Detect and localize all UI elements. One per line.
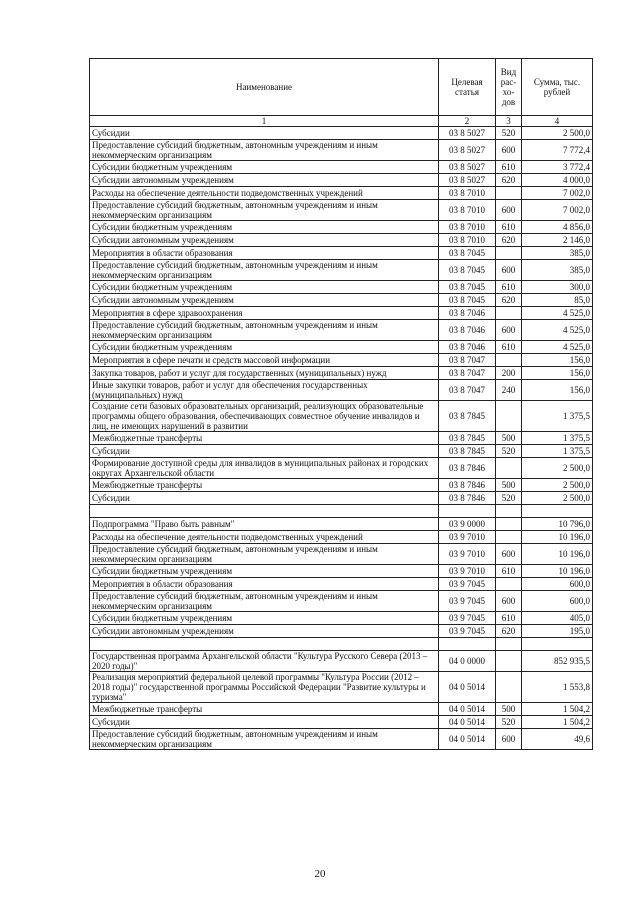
vid-cell: 610 [496,221,522,234]
table-row [90,544,593,565]
table-row [90,187,593,200]
code-cell: 03 8 7846 [439,479,496,492]
table-header [90,59,593,127]
vid-cell: 620 [496,234,522,247]
vid-cell: 610 [496,612,522,625]
name-cell: Предоставление субсидий бюджетным, автономным учреждениям и иным некоммерческим организациям [90,140,439,161]
name-cell: Межбюджетные трансферты [90,479,439,492]
code-cell: 03 8 7046 [439,320,496,341]
table-body [90,127,593,750]
column-number-row [90,116,593,127]
vid-cell [496,578,522,591]
table-row [90,401,593,432]
name-cell: Предоставление субсидий бюджетным, автономным учреждениям и иным некоммерческим организациям [90,320,439,341]
code-cell: 03 8 7846 [439,458,496,479]
table-row [90,367,593,380]
name-cell: Субсидии бюджетным учреждениям [90,281,439,294]
table-row [90,578,593,591]
name-cell: Государственная программа Архангельской области "Культура Русского Севера (2013 – 2020 годы)" [90,651,439,672]
blank-row [90,505,593,518]
column-number: 3 [496,116,522,127]
sum-cell: 7 772,4 [522,140,593,161]
table-row [90,703,593,716]
name-cell: Межбюджетные трансферты [90,703,439,716]
code-cell: 03 8 7047 [439,354,496,367]
name-cell: Предоставление субсидий бюджетным, автономным учреждениям и иным некоммерческим организациям [90,200,439,221]
table-row [90,307,593,320]
table-row [90,479,593,492]
code-cell: 03 8 5027 [439,161,496,174]
name-cell: Мероприятия в сфере печати и средств массовой информации [90,354,439,367]
sum-cell: 10 196,0 [522,531,593,544]
table-row [90,591,593,612]
vid-cell: 610 [496,161,522,174]
empty-cell [522,638,593,651]
table-row [90,127,593,140]
sum-cell: 4 525,0 [522,320,593,341]
sum-cell: 600,0 [522,578,593,591]
name-cell: Создание сети базовых образовательных организаций, реализующих образовательные программы общего образования, обеспечивающих совместное обучение инвалидов и лиц, не имеющих нарушений в развитии [90,401,439,432]
blank-row [90,638,593,651]
vid-cell: 520 [496,492,522,505]
code-cell: 03 9 7045 [439,578,496,591]
code-cell: 03 9 7010 [439,531,496,544]
name-cell: Расходы на обеспечение деятельности подведомственных учреждений [90,531,439,544]
sum-cell: 4 000,0 [522,174,593,187]
empty-cell [496,505,522,518]
name-cell: Субсидии бюджетным учреждениям [90,161,439,174]
empty-cell [90,505,439,518]
program-heading-row [90,651,593,672]
sum-cell: 4 525,0 [522,341,593,354]
code-cell: 03 9 7045 [439,612,496,625]
table-row [90,445,593,458]
sum-cell: 85,0 [522,294,593,307]
sum-cell: 300,0 [522,281,593,294]
code-cell: 03 8 7010 [439,221,496,234]
program-heading-row [90,518,593,531]
vid-cell [496,518,522,531]
vid-cell: 610 [496,341,522,354]
sum-cell: 7 002,0 [522,200,593,221]
code-cell: 03 9 7010 [439,544,496,565]
table-row [90,354,593,367]
table-row [90,625,593,638]
name-cell: Субсидии бюджетным учреждениям [90,565,439,578]
code-cell: 03 8 7845 [439,445,496,458]
vid-cell: 600 [496,140,522,161]
code-cell: 03 8 7045 [439,281,496,294]
vid-cell: 500 [496,432,522,445]
name-cell: Предоставление субсидий бюджетным, автономным учреждениям и иным некоммерческим организациям [90,544,439,565]
empty-cell [522,505,593,518]
code-cell: 03 8 7010 [439,187,496,200]
table-row [90,531,593,544]
vid-cell: 600 [496,320,522,341]
sum-cell: 2 146,0 [522,234,593,247]
header-code: Целевая статья [439,59,496,116]
name-cell: Мероприятия в области образования [90,247,439,260]
code-cell: 03 8 7045 [439,247,496,260]
name-cell: Предоставление субсидий бюджетным, автономным учреждениям и иным некоммерческим организациям [90,729,439,750]
empty-cell [496,638,522,651]
vid-cell: 620 [496,625,522,638]
empty-cell [439,505,496,518]
name-cell: Субсидии автономным учреждениям [90,234,439,247]
sum-cell: 1 553,8 [522,672,593,703]
name-cell: Субсидии [90,492,439,505]
sum-cell: 1 375,5 [522,445,593,458]
sum-cell: 3 772,4 [522,161,593,174]
code-cell: 03 8 5027 [439,127,496,140]
table-row [90,492,593,505]
sum-cell: 852 935,5 [522,651,593,672]
vid-cell: 200 [496,367,522,380]
name-cell: Субсидии [90,716,439,729]
sum-cell: 385,0 [522,247,593,260]
name-cell: Расходы на обеспечение деятельности подведомственных учреждений [90,187,439,200]
sum-cell: 2 500,0 [522,127,593,140]
vid-cell: 620 [496,294,522,307]
name-cell: Субсидии бюджетным учреждениям [90,341,439,354]
name-cell: Межбюджетные трансферты [90,432,439,445]
name-cell: Субсидии автономным учреждениям [90,174,439,187]
vid-cell: 500 [496,479,522,492]
code-cell: 03 8 5027 [439,140,496,161]
code-cell: 03 8 7047 [439,367,496,380]
code-cell: 04 0 5014 [439,672,496,703]
vid-cell: 520 [496,445,522,458]
sum-cell: 405,0 [522,612,593,625]
sum-cell: 156,0 [522,380,593,401]
vid-cell: 240 [496,380,522,401]
sum-cell: 10 796,0 [522,518,593,531]
sum-cell: 156,0 [522,354,593,367]
vid-cell: 620 [496,174,522,187]
name-cell: Мероприятия в области образования [90,578,439,591]
table-row [90,247,593,260]
vid-cell [496,531,522,544]
name-cell: Субсидии бюджетным учреждениям [90,221,439,234]
table-row [90,294,593,307]
table-row [90,281,593,294]
header-name: Наименование [90,59,439,116]
code-cell: 03 9 7045 [439,625,496,638]
vid-cell: 600 [496,729,522,750]
name-cell: Субсидии бюджетным учреждениям [90,612,439,625]
vid-cell [496,354,522,367]
sum-cell: 156,0 [522,367,593,380]
name-cell: Мероприятия в сфере здравоохранения [90,307,439,320]
code-cell: 03 8 7047 [439,380,496,401]
table-row [90,612,593,625]
header-vid: Вид рас-хо-дов [496,59,522,116]
name-cell: Закупка товаров, работ и услуг для государственных (муниципальных) нужд [90,367,439,380]
name-cell: Субсидии [90,127,439,140]
vid-cell [496,247,522,260]
vid-cell [496,651,522,672]
vid-cell: 520 [496,127,522,140]
table-row [90,140,593,161]
vid-cell: 610 [496,565,522,578]
vid-cell: 600 [496,544,522,565]
name-cell: Субсидии автономным учреждениям [90,294,439,307]
name-cell: Реализация мероприятий федеральной целевой программы "Культура России (2012 – 2018 годы)" государственной программы Российской Федерации "Развитие культуры и туризма" [90,672,439,703]
vid-cell: 600 [496,591,522,612]
code-cell: 03 9 0000 [439,518,496,531]
table-row [90,234,593,247]
sum-cell: 1 504,2 [522,703,593,716]
sum-cell: 4 525,0 [522,307,593,320]
code-cell: 03 8 7845 [439,401,496,432]
column-number: 2 [439,116,496,127]
empty-cell [439,638,496,651]
code-cell: 04 0 5014 [439,703,496,716]
sum-cell: 2 500,0 [522,458,593,479]
vid-cell: 600 [496,260,522,281]
empty-cell [90,638,439,651]
table-row [90,174,593,187]
table-row [90,729,593,750]
table-row [90,341,593,354]
budget-table [89,58,593,750]
name-cell: Предоставление субсидий бюджетным, автономным учреждениям и иным некоммерческим организациям [90,260,439,281]
table-row [90,221,593,234]
table-row [90,565,593,578]
vid-cell [496,187,522,200]
sum-cell: 600,0 [522,591,593,612]
code-cell: 03 9 7045 [439,591,496,612]
page-number: 20 [314,868,326,880]
code-cell: 03 8 7046 [439,341,496,354]
sum-cell: 195,0 [522,625,593,638]
sum-cell: 1 504,2 [522,716,593,729]
sum-cell: 2 500,0 [522,479,593,492]
table-row [90,432,593,445]
column-number: 4 [522,116,593,127]
code-cell: 04 0 5014 [439,729,496,750]
code-cell: 03 8 7010 [439,234,496,247]
code-cell: 04 0 5014 [439,716,496,729]
sum-cell: 10 196,0 [522,544,593,565]
code-cell: 03 8 5027 [439,174,496,187]
column-number: 1 [90,116,439,127]
vid-cell: 600 [496,200,522,221]
table-row [90,458,593,479]
table-row [90,260,593,281]
name-cell: Субсидии [90,445,439,458]
sum-cell: 4 856,0 [522,221,593,234]
code-cell: 04 0 0000 [439,651,496,672]
sum-cell: 10 196,0 [522,565,593,578]
table-row [90,200,593,221]
code-cell: 03 8 7846 [439,492,496,505]
sum-cell: 1 375,5 [522,432,593,445]
table-row [90,672,593,703]
table-row [90,380,593,401]
vid-cell [496,458,522,479]
table-row [90,320,593,341]
code-cell: 03 8 7046 [439,307,496,320]
code-cell: 03 8 7045 [439,294,496,307]
header-sum: Сумма, тыс. рублей [522,59,593,116]
vid-cell: 520 [496,716,522,729]
vid-cell: 610 [496,281,522,294]
table-row [90,716,593,729]
sum-cell: 385,0 [522,260,593,281]
name-cell: Иные закупки товаров, работ и услуг для обеспечения государственных (муниципальных) нужд [90,380,439,401]
sum-cell: 7 002,0 [522,187,593,200]
vid-cell [496,307,522,320]
sum-cell: 1 375,5 [522,401,593,432]
table-row [90,161,593,174]
name-cell: Предоставление субсидий бюджетным, автономным учреждениям и иным некоммерческим организациям [90,591,439,612]
sum-cell: 49,6 [522,729,593,750]
sum-cell: 2 500,0 [522,492,593,505]
code-cell: 03 9 7010 [439,565,496,578]
vid-cell: 500 [496,703,522,716]
name-cell: Формирование доступной среды для инвалидов в муниципальных районах и городских округах Архангельской области [90,458,439,479]
name-cell: Подпрограмма "Право быть равным" [90,518,439,531]
code-cell: 03 8 7845 [439,432,496,445]
header-row [90,59,593,116]
vid-cell [496,672,522,703]
code-cell: 03 8 7045 [439,260,496,281]
code-cell: 03 8 7010 [439,200,496,221]
name-cell: Субсидии автономным учреждениям [90,625,439,638]
vid-cell [496,401,522,432]
